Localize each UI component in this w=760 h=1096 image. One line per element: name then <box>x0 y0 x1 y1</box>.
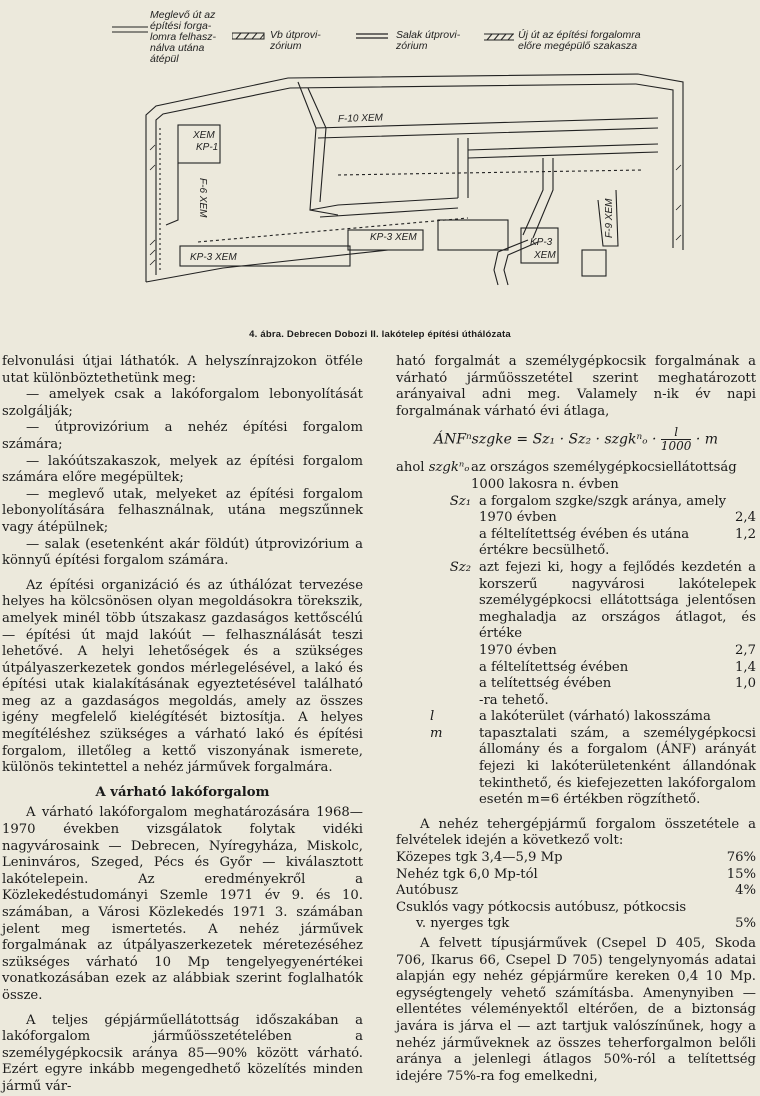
legend-existing-line-4: nálva utána <box>150 42 205 54</box>
sz2-row-1-label: 1970 évben <box>479 642 557 658</box>
legend-vb <box>232 30 321 52</box>
truck-composition-table <box>396 850 756 933</box>
sz1-row-2-value: 1,2 <box>735 526 756 542</box>
right-paragraph-1: ható forgalmát a személygépkocsik forgalmának a várható járműösszetétel szerint meghatározott arányaival adni meg. Valamely n-ik év napi forgalmának várható évi átlaga, <box>396 354 756 419</box>
label-kp-1: KP-1 <box>196 142 219 153</box>
table-row <box>396 883 756 900</box>
legend-existing-line-3: lomra felhasz- <box>150 31 216 43</box>
sz2-row-3-value: 1,0 <box>735 676 756 692</box>
sz1-text-1: a forgalom szgke/szgk aránya, amely <box>479 493 727 509</box>
definition-szgk <box>396 460 756 493</box>
definition-m <box>396 726 756 809</box>
sz1-row-1 <box>479 510 756 527</box>
table-row-2-value: 15% <box>726 866 756 882</box>
legend-salak <box>356 30 460 52</box>
sz1-symbol: Sz₁ <box>449 493 471 509</box>
legend-new <box>484 30 641 52</box>
label-xem-2: XEM <box>534 250 556 261</box>
section-heading: A várható lakóforgalom <box>95 784 270 800</box>
legend-existing-line-1: Meglevő út az <box>150 9 216 21</box>
szgk-text: az országos személygépkocsiellátottság 1000 lakosra n. évben <box>471 460 737 492</box>
label-kp3-xem-b: KP-3 XEM <box>190 252 237 263</box>
sz2-row-2 <box>479 660 756 677</box>
sz1-row-2-label: a féltelítettség évében és utána <box>479 526 690 542</box>
l-text: a lakóterület (várható) lakosszáma <box>479 709 711 725</box>
list-item-3: — lakóútszakaszok, melyek az építési forgalom számára előre megépültek; <box>2 453 363 486</box>
legend-existing-line-2: építési forga- <box>150 20 212 32</box>
sz1-row-2 <box>479 527 756 544</box>
table-row <box>396 867 756 884</box>
list-item-1: — amelyek csak a lakóforgalom lebonyolítását szolgálják; <box>2 387 363 419</box>
sz2-text-2: -ra tehető. <box>479 692 549 708</box>
legend-salak-line-1: Salak útprovi- <box>396 29 461 41</box>
table-row-4-value: 5% <box>735 916 756 932</box>
formula-numerator: l <box>661 426 692 440</box>
table-row <box>396 850 756 867</box>
szgk-symbol: szgkⁿₒ <box>428 460 470 476</box>
definition-sz2 <box>396 560 756 709</box>
sz1-text-2: értékre becsülhető. <box>479 543 610 559</box>
label-f9-xem: F-9 XEM <box>604 198 615 238</box>
site-plan-figure <box>138 70 698 325</box>
table-row-1-label: Közepes tgk 3,4—5,9 Mp <box>396 850 563 866</box>
left-paragraph-3: A várható lakóforgalom meghatározására 1968—1970 években vizsgálatok folytak vidéki nagyvárosaink — Debrecen, Nyíregyháza, Miskolc, Leninváros, Szeged, Pécs és Győr — kiválasztott lakótelepein. Az eredményekről a Közlekedéstudományi Szemle 1971 év 9. és 10. számában, a Városi Közlekedés 1971 3. számában jelent meg ismertetés. A nehéz járművek forgalmának az útpályaszerkezetek méretezéséhez szükséges várható 10 Mp tengelyegyenértékei vonatkozásában ezek az alábbiak szerint foglalhatók össze. <box>2 805 363 1003</box>
left-paragraph-1: felvonulási útjai láthatók. A helyszínrajzokon ötféle utat különböztethetünk meg: <box>2 354 363 386</box>
ahol-word: ahol <box>396 460 425 476</box>
m-symbol: m <box>430 725 443 741</box>
legend-salak-line-2: zórium <box>396 40 428 52</box>
m-text: tapasztalati szám, a személygépkocsi állomány és a forgalom (ÁNF) arányát fejezi ki lakóterületenként állandónak tekinthető, és kiefejezetten lakóforgalom esetén m=6 értékben rögzíthető. <box>479 725 756 808</box>
table-row-4-label-a: Csuklós vagy pótkocsis autóbusz, pótkocsis <box>396 899 687 915</box>
legend-new-line-2: előre megépülő szakasza <box>518 40 638 52</box>
formula <box>396 426 756 456</box>
table-row-1-value: 76% <box>726 850 756 866</box>
left-paragraph-2: Az építési organizáció és az úthálózat tervezése helyes ha kölcsönösen olyan megoldásokra törekszik, amelyek minél több útszakasz gazdaságos kettőscélú — építési út majd lakóút — felhasználását teszi lehetővé. A helyi lehetőségek és a szükséges útpályaszerkezetek gondos mérlegelésével, a lakó és építési utak kialakításának egyeztetésével található meg az a gazdaságos megoldás, amely az összes igény megfelelő kielégítését biztosítja. A helyes megítéléshez szükséges a várható lakó és építési forgalom, illetőleg a kettő viszonyának ismerete, különös tekintettel a nehéz járművek forgalmára. <box>2 577 363 776</box>
legend-vb-line-1: Vb útprovi- <box>270 29 321 41</box>
table-row-4-label-b: v. nyerges tgk <box>416 916 510 932</box>
table-row-3-label: Autóbusz <box>396 883 458 899</box>
formula-fraction <box>661 426 692 453</box>
label-f6-xem: F-6 XEM <box>197 178 208 218</box>
label-xem-1: XEM <box>193 130 215 141</box>
legend-existing-line-5: átépül <box>150 53 179 65</box>
sz2-row-3 <box>479 676 756 693</box>
legend-new-line-1: Új út az építési forgalomra <box>518 29 641 41</box>
legend-existing <box>112 10 216 65</box>
label-f10-xem: F-10 XEM <box>337 112 384 125</box>
table-row-3-value: 4% <box>735 883 756 899</box>
salak-road-swatch <box>356 32 390 42</box>
list-item-4: — meglevő utak, melyeket az építési forgalom lebonyolítására felhasználnak, utána megszűnnek vagy átépülnek; <box>2 486 363 535</box>
figure-caption: 4. ábra. Debrecen Dobozi II. lakótelep építési úthálózata <box>249 329 511 340</box>
left-column <box>2 354 363 1096</box>
right-paragraph-2: A nehéz tehergépjármű forgalom összetétele a felvételek idején a következő volt: <box>396 816 756 849</box>
existing-road-swatch <box>112 24 150 36</box>
right-column <box>396 354 756 1085</box>
definition-sz1 <box>396 494 756 560</box>
sz2-text-1: azt fejezi ki, hogy a fejlődés kezdetén a korszerű nagyvárosi lakótelepek személygépkocsi ellátottsága jelentősen meghaladja az országos átlagot, és értéke <box>479 559 756 642</box>
list-item-5: — salak (esetenként akár földút) útprovizórium a könnyű építési forgalom számára. <box>2 536 363 569</box>
sz2-row-3-label: a telítettség évében <box>479 676 612 692</box>
left-paragraph-4: A teljes gépjárműellátottság időszakában a lakóforgalom járműösszetételében a személygépkocsik aránya 85—90% között várható. Ezért egyre inkább megengedhető közelítés minden jármű vár- <box>2 1012 363 1094</box>
legend-vb-line-2: zórium <box>270 40 302 52</box>
right-paragraph-3: A felvett típusjárművek (Csepel D 405, Skoda 706, Ikarus 66, Csepel D 705) tengelynyomás adatai alapján egy nehéz gépjárműre kereken 0,4 10 Mp. egységtengely vehető számításba. Amenynyiben — ellentétes véleményektől eltérően, de a biztonság javára is járva el — azt tartjuk valószínűnek, hogy a nehéz járműveknek az összes teherforgalmon belőli aránya a jelenlegi átlagos 50%-ról a telítettség idejére 75%-ra fog emelkedni, <box>396 936 756 1084</box>
sz2-row-1-value: 2,7 <box>735 642 756 658</box>
definition-l <box>396 709 756 726</box>
label-kp3-xem-a: KP-3 XEM <box>370 232 417 243</box>
sz2-symbol: Sz₂ <box>449 559 471 575</box>
formula-right: · m <box>695 431 719 448</box>
new-road-swatch <box>484 32 518 42</box>
sz1-row-1-value: 2,4 <box>735 510 756 526</box>
table-row <box>396 916 756 933</box>
l-symbol: l <box>430 709 435 725</box>
list-item-2: — útprovizórium a nehéz építési forgalom számára; <box>2 420 363 452</box>
sz1-row-1-label: 1970 évben <box>479 510 557 526</box>
table-row-2-label: Nehéz tgk 6,0 Mp-tól <box>396 866 538 882</box>
sz2-row-1 <box>479 643 756 660</box>
formula-left: ÁNFⁿszgke = Sz₁ · Sz₂ · szgkⁿₒ · <box>433 431 657 448</box>
sz2-row-2-value: 1,4 <box>735 659 756 675</box>
vb-road-swatch <box>232 32 266 42</box>
formula-denominator: 1000 <box>660 439 692 454</box>
label-kp3: KP-3 <box>530 237 553 248</box>
sz2-row-2-label: a féltelítettség évében <box>479 659 629 675</box>
